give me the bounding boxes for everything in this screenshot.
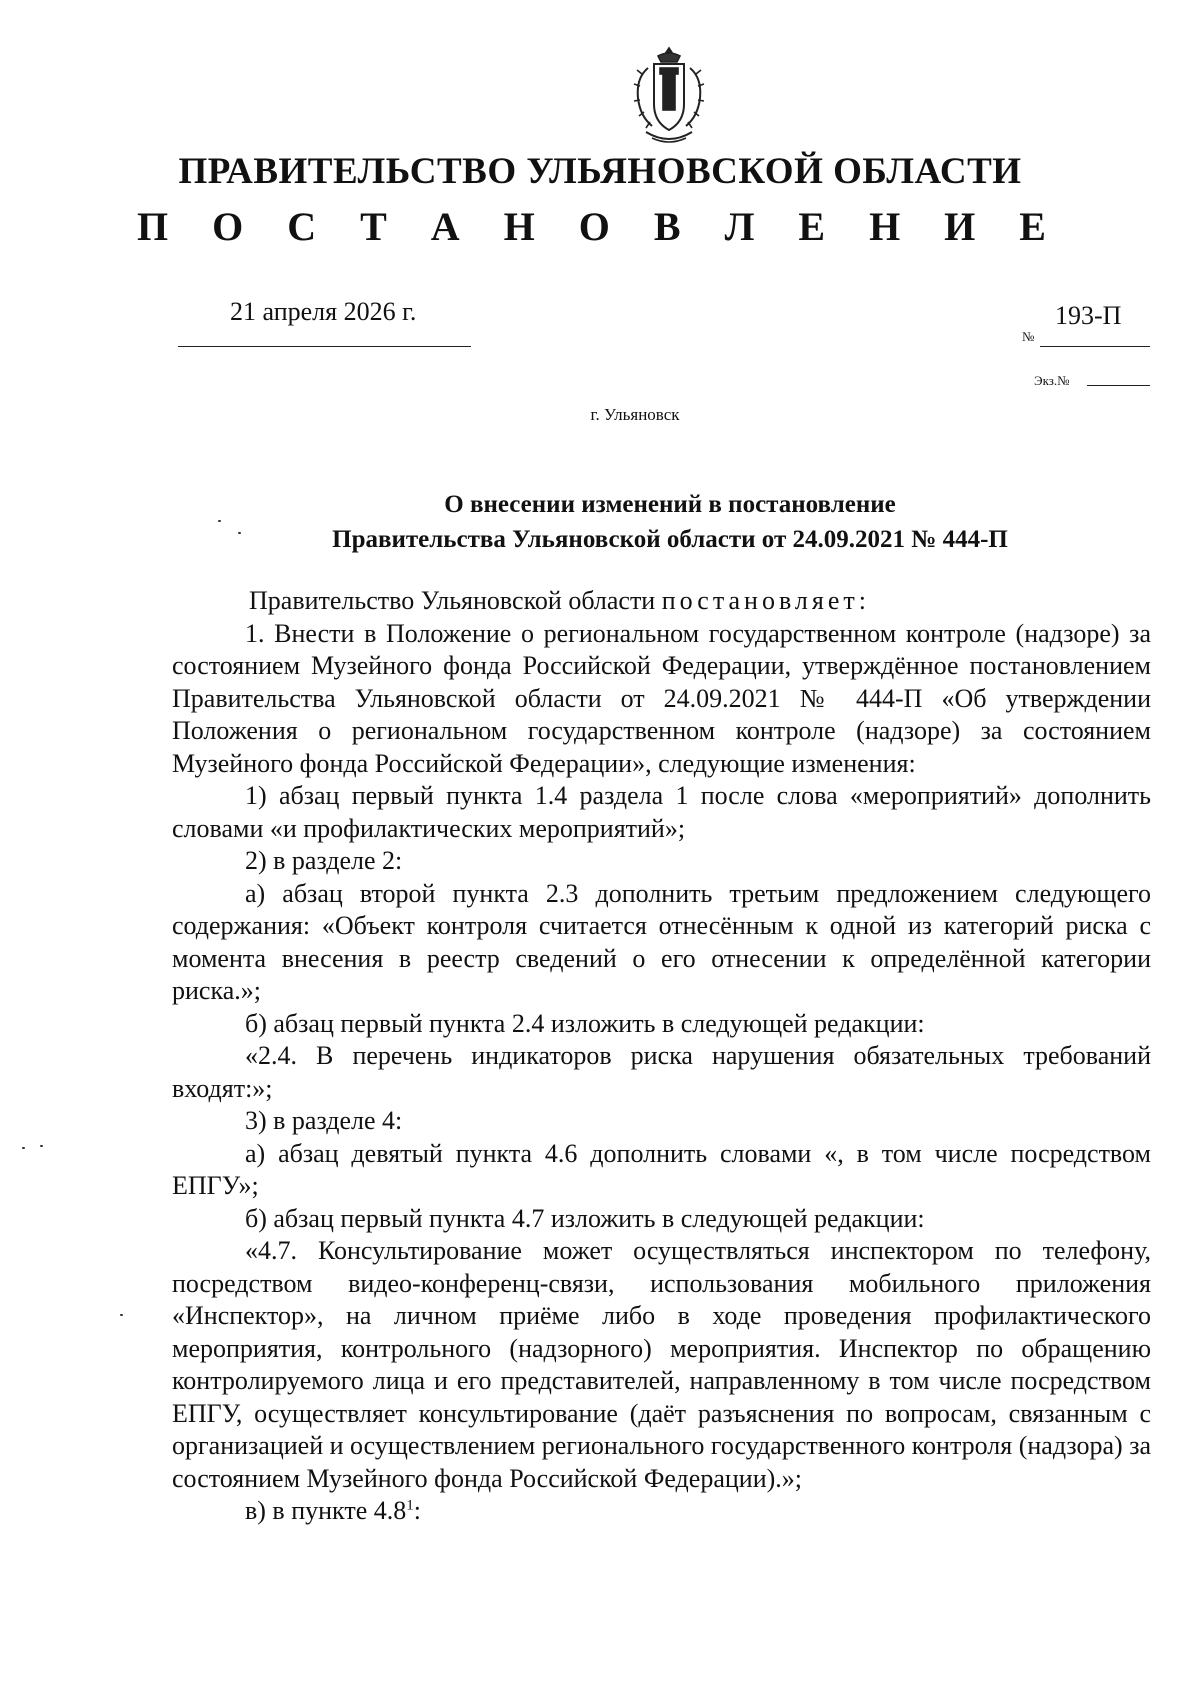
heading-line-2: Правительства Ульяновской области от 24.09.2021 № 444-П	[332, 526, 1008, 553]
paragraph-10: «4.7. Консультирование может осуществляться инспектором по телефону, посредством видео-конференц-связи, использования мобильного приложения «Инспектор», на личном приёме либо в ходе проведения профилактического мероприятия, контрольного (надзорного) мероприятия. Инспектор по обращению контролируемого лица и его представителей, направленному в том числе посредством ЕПГУ, осуществляет консультирование (даёт разъяснения по вопросам, связанным с организацией и осуществлением регионального государственного контроля (надзора) за состоянием Музейного фонда Российской Федерации).»;	[172, 1236, 1152, 1493]
paragraph-11-text: в) в пункте 4.8	[245, 1496, 407, 1525]
number-label: №	[1022, 329, 1035, 344]
paragraph-5: б) абзац первый пункта 2.4 изложить в следующей редакции:	[245, 1008, 925, 1038]
scan-speck	[22, 1147, 25, 1149]
paragraph-11-colon: :	[413, 1496, 421, 1525]
document-date: 21 апреля 2026 г.	[230, 297, 417, 326]
heading-line-1: О внесении изменений в постановление	[444, 491, 896, 518]
paragraph-6: «2.4. В перечень индикаторов риска нарушения обязательных требований входят:»;	[172, 1041, 1151, 1103]
paragraph-11	[172, 1495, 1151, 1528]
paragraph-1: 1. Внести в Положение о региональном государственном контроле (надзоре) за состоянием Музейного фонда Российской Федерации, утверждённое постановлением Правительства Ульяновской области от 24.09.2021 № 444-П «Об утверждении Положения о региональном государственном контроле (надзоре) за состоянием Музейного фонда Российской Федерации», следующие изменения:	[172, 618, 1151, 778]
number-underline	[1040, 346, 1150, 347]
paragraph-4: а) абзац второй пункта 2.3 дополнить третьим предложением следующего содержания: «Объект контроля считается отнесённым к одной из категорий риска с момента внесения в реестр сведений о его отнесении к определённой категории риска.»;	[172, 878, 1151, 1005]
city: г. Ульяновск	[590, 405, 680, 424]
paragraph-8: а) абзац девятый пункта 4.6 дополнить словами «, в том числе посредством ЕПГУ»;	[172, 1138, 1151, 1200]
paragraph-7: 3) в разделе 4:	[245, 1106, 403, 1135]
document-body	[172, 585, 1151, 1528]
paragraph-2: 1) абзац первый пункта 1.4 раздела 1 после слова «мероприятий» дополнить словами «и профилактических мероприятий»;	[172, 781, 1151, 843]
scan-speck	[238, 532, 241, 534]
document-heading	[200, 487, 1140, 557]
scan-speck	[120, 1314, 123, 1316]
government-name: ПРАВИТЕЛЬСТВО УЛЬЯНОВСКОЙ ОБЛАСТИ	[178, 151, 1022, 192]
paragraph-11-superscript: 1	[406, 1497, 414, 1514]
paragraph-9: б) абзац первый пункта 4.7 изложить в следующей редакции:	[245, 1203, 925, 1233]
document-number: 193-П	[1055, 301, 1122, 330]
intro-paragraph	[172, 585, 1151, 618]
intro-verb: постановляет	[661, 586, 859, 615]
paragraph-3: 2) в разделе 2:	[245, 846, 403, 875]
coat-of-arms-emblem	[628, 44, 710, 150]
copy-number-label: Экз.№	[1034, 373, 1070, 388]
copy-number-underline	[1087, 385, 1150, 386]
scan-speck	[40, 1145, 43, 1147]
intro-colon: :	[858, 586, 866, 615]
intro-prefix: Правительство Ульяновской области	[249, 586, 656, 615]
date-underline	[178, 346, 471, 347]
scan-speck	[218, 520, 221, 522]
document-type: П О С Т А Н О В Л Е Н И Е	[137, 204, 1063, 249]
